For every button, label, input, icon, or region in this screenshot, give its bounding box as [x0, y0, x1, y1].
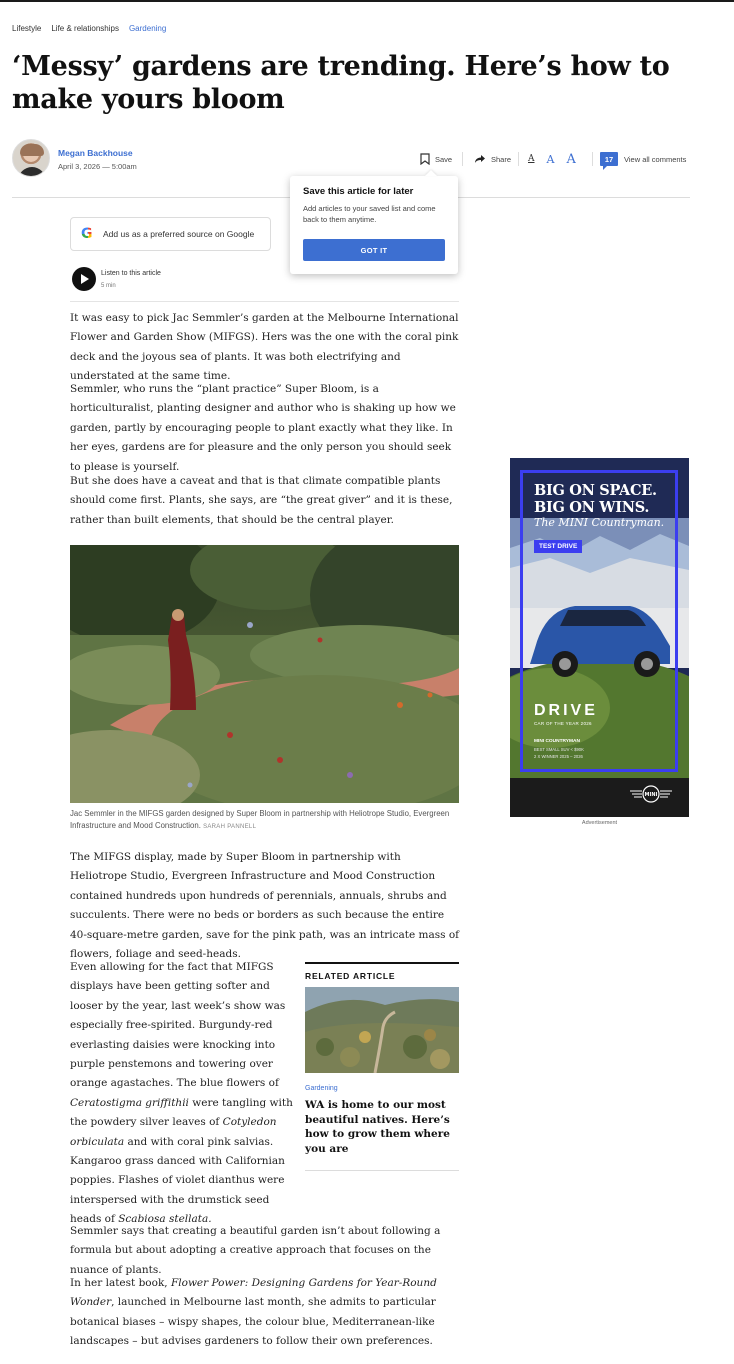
- audio-divider: [70, 301, 459, 302]
- ad-fine-print: BEST SMALL SUV < $90K: [534, 747, 584, 752]
- photo-credit: SARAH PANNELL: [203, 823, 257, 830]
- article-paragraph: In her latest book, Flower Power: Designing Gardens for Year-Round Wonder, launched in Melbourne last month, she admits to particular botanical biases – wispy shapes, the colour blue, Mediterranean-like landscapes – but advises gardeners to follow their own preferences.: [70, 1277, 437, 1348]
- mini-logo-icon: [628, 784, 674, 804]
- related-article-image[interactable]: [305, 987, 459, 1073]
- ad-test-drive-button[interactable]: TEST DRIVE: [534, 540, 582, 553]
- font-size-controls: [528, 150, 576, 168]
- ad-subhead: The MINI Countryman.: [534, 516, 665, 529]
- listen-label: Listen to this article: [101, 270, 161, 277]
- top-rule: [0, 0, 734, 2]
- popover-title: Save this article for later: [303, 186, 414, 197]
- comment-count-badge: 17: [600, 152, 618, 166]
- breadcrumb-life-relationships[interactable]: Life & relationships: [51, 24, 119, 33]
- photo-caption: [70, 808, 462, 833]
- google-preferred-source-button[interactable]: [70, 217, 271, 251]
- breadcrumb-lifestyle[interactable]: Lifestyle: [12, 24, 42, 33]
- breadcrumb: [12, 24, 166, 33]
- ad-fine-print: 2 X WINNER 2025 – 2026: [534, 754, 583, 759]
- share-button[interactable]: [474, 150, 511, 168]
- article-paragraph: Even allowing for the fact that MIFGS displays have been getting softer and looser by the year, last week’s show was especially free-spirited. Burgundy-red everlasting daisies were knocking into purple penstemons and towering over orange agastaches. The blue flowers of Ceratostigma griffithii were tangling with the powdery silver leaves of Cotyledon orbiculata and with coral pink salvias. Kangaroo grass danced with Californian poppies. Flashes of violet dianthus were interspersed with the drumstick seed heads of Scabiosa stellata.: [70, 961, 293, 1226]
- popover-body: Add articles to your saved list and come back to them anytime.: [303, 204, 436, 224]
- article-paragraph: Semmler, who runs the “plant practice” Super Bloom, is a horticulturalist, planting designer and author who is shaking up how we garden, partly by encouraging people to plant exactly what they like. In her eyes, gardens are for pleasure and the only person you should seek to please is yourself.: [70, 383, 456, 473]
- share-label: Share: [491, 154, 512, 164]
- article-paragraph: The MIFGS display, made by Super Bloom in partnership with Heliotrope Studio, Evergreen Infrastructure and Mood Construction contained hundreds upon hundreds of perennials, annuals, shrubs and succulents. There were no beds or borders as such because the entire 40-square-metre garden, save for the pink path, was an intricate mass of flowers, foliage and seed-heads.: [70, 851, 460, 961]
- view-comments-button[interactable]: [600, 150, 686, 168]
- toolbar-divider: [518, 152, 519, 166]
- comments-label: View all comments: [624, 154, 687, 164]
- ad-model-name: MINI COUNTRYMAN: [534, 739, 580, 744]
- related-article-label: RELATED ARTICLE: [305, 971, 396, 981]
- related-article-divider: [305, 1170, 459, 1171]
- font-size-large[interactable]: A: [566, 151, 576, 167]
- author-avatar[interactable]: [12, 139, 50, 177]
- publish-date: April 3, 2026 — 5:00am: [58, 162, 137, 171]
- share-arrow-icon: [474, 154, 486, 164]
- advertisement-label: Advertisement: [581, 820, 618, 826]
- article-paragraph: Semmler says that creating a beautiful garden isn’t about following a formula but about adopting a creative approach that focuses on the nuance of plants.: [70, 1225, 441, 1276]
- font-size-medium[interactable]: A: [546, 152, 555, 166]
- ad-headline: BIG ON SPACE. BIG ON WINS.: [534, 482, 657, 516]
- related-article-card[interactable]: [305, 962, 459, 1156]
- save-label: Save: [435, 154, 453, 164]
- advertisement-banner[interactable]: [510, 458, 689, 817]
- toolbar-divider: [592, 152, 593, 166]
- article-paragraph: But she does have a caveat and that is that climate compatible plants should come first. Plants, she says, are “the great giver” and it is these, rather than built elements, that should be the central player.: [70, 475, 453, 526]
- audio-duration: 5 min: [101, 283, 116, 289]
- author-name[interactable]: Megan Backhouse: [58, 148, 133, 158]
- caption-text: Jac Semmler in the MIFGS garden designed by Super Bloom in partnership with Heliotrope Studio, Evergreen Infrastructure and Mood Construction.: [70, 809, 450, 830]
- hero-garden-photo[interactable]: [70, 545, 459, 803]
- bookmark-icon: [420, 153, 430, 165]
- google-logo-icon: G: [81, 227, 95, 241]
- font-size-small[interactable]: A: [528, 154, 535, 164]
- toolbar-divider: [462, 152, 463, 166]
- save-button[interactable]: [420, 150, 452, 168]
- google-source-label: Add us as a preferred source on Google: [103, 229, 255, 239]
- got-it-button[interactable]: GOT IT: [303, 239, 445, 261]
- ad-award-logo: DRIVE: [534, 702, 598, 719]
- article-headline: ‘Messy’ gardens are trending. Here’s how to make yours bloom: [12, 51, 670, 115]
- play-audio-button[interactable]: [72, 267, 96, 291]
- breadcrumb-gardening[interactable]: Gardening: [128, 24, 167, 33]
- related-article-headline[interactable]: WA is home to our most beautiful natives. Here’s how to grow them where you are: [305, 1099, 450, 1155]
- save-popover: [290, 176, 458, 274]
- related-article-category[interactable]: Gardening: [305, 1085, 338, 1092]
- svg-text:MINI: MINI: [644, 792, 658, 798]
- ad-award-subtitle: CAR OF THE YEAR 2026: [534, 721, 592, 726]
- article-paragraph: It was easy to pick Jac Semmler’s garden at the Melbourne International Flower and Garden Show (MIFGS). Hers was the one with the coral pink deck and the joyous sea of plants. It was both electrifying and understated at the same time.: [70, 312, 459, 383]
